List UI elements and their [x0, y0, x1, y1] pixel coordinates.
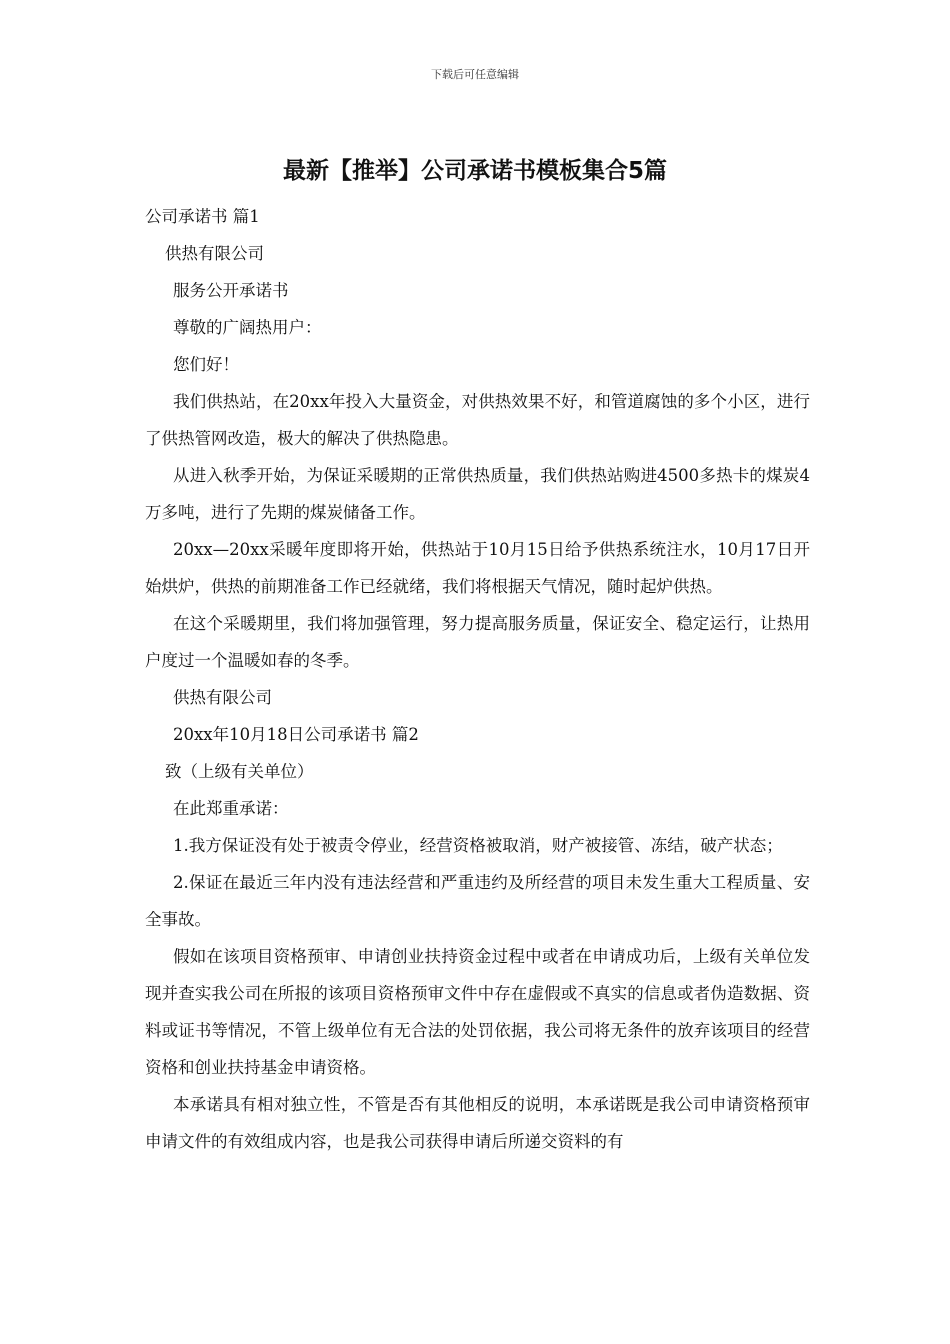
- document-body: [145, 198, 810, 1160]
- paragraph: 您们好！: [173, 355, 239, 374]
- paragraph: 尊敬的广阔热用户：: [173, 318, 322, 337]
- page-header-note: 下载后可任意编辑: [431, 68, 519, 81]
- document-title: 最新【推举】公司承诺书模板集合5篇: [282, 158, 667, 184]
- paragraph: 致（上级有关单位）: [165, 762, 314, 781]
- paragraph: 供热有限公司: [165, 244, 264, 263]
- paragraph: 20xx年10月18日公司承诺书 篇2: [173, 725, 419, 744]
- paragraph: 服务公开承诺书: [173, 281, 289, 300]
- paragraph: 在此郑重承诺：: [173, 799, 289, 818]
- paragraph: 2.保证在最近三年内没有违法经营和严重违约及所经营的项目未发生重大工程质量、安全事故。: [145, 873, 810, 929]
- paragraph: 公司承诺书 篇1: [145, 207, 260, 226]
- paragraph: 供热有限公司: [173, 688, 272, 707]
- paragraph: 从进入秋季开始，为保证采暖期的正常供热质量，我们供热站购进4500多热卡的煤炭4万多吨，进行了先期的煤炭储备工作。: [145, 466, 810, 522]
- paragraph: 我们供热站，在20xx年投入大量资金，对供热效果不好，和管道腐蚀的多个小区，进行了供热管网改造，极大的解决了供热隐患。: [145, 392, 810, 448]
- paragraph: 20xx—20xx采暖年度即将开始，供热站于10月15日给予供热系统注水，10月17日开始烘炉，供热的前期准备工作已经就绪，我们将根据天气情况，随时起炉供热。: [145, 540, 810, 596]
- paragraph: 假如在该项目资格预审、申请创业扶持资金过程中或者在申请成功后，上级有关单位发现并查实我公司在所报的该项目资格预审文件中存在虚假或不真实的信息或者伪造数据、资料或证书等情况，不管上级单位有无合法的处罚依据，我公司将无条件的放弃该项目的经营资格和创业扶持基金申请资格。: [145, 947, 810, 1077]
- paragraph: 本承诺具有相对独立性，不管是否有其他相反的说明，本承诺既是我公司申请资格预审申请文件的有效组成内容，也是我公司获得申请后所递交资料的有: [145, 1095, 810, 1151]
- paragraph: 在这个采暖期里，我们将加强管理，努力提高服务质量，保证安全、稳定运行，让热用户度过一个温暖如春的冬季。: [145, 614, 810, 670]
- paragraph: 1.我方保证没有处于被责令停业，经营资格被取消，财产被接管、冻结，破产状态；: [173, 836, 783, 855]
